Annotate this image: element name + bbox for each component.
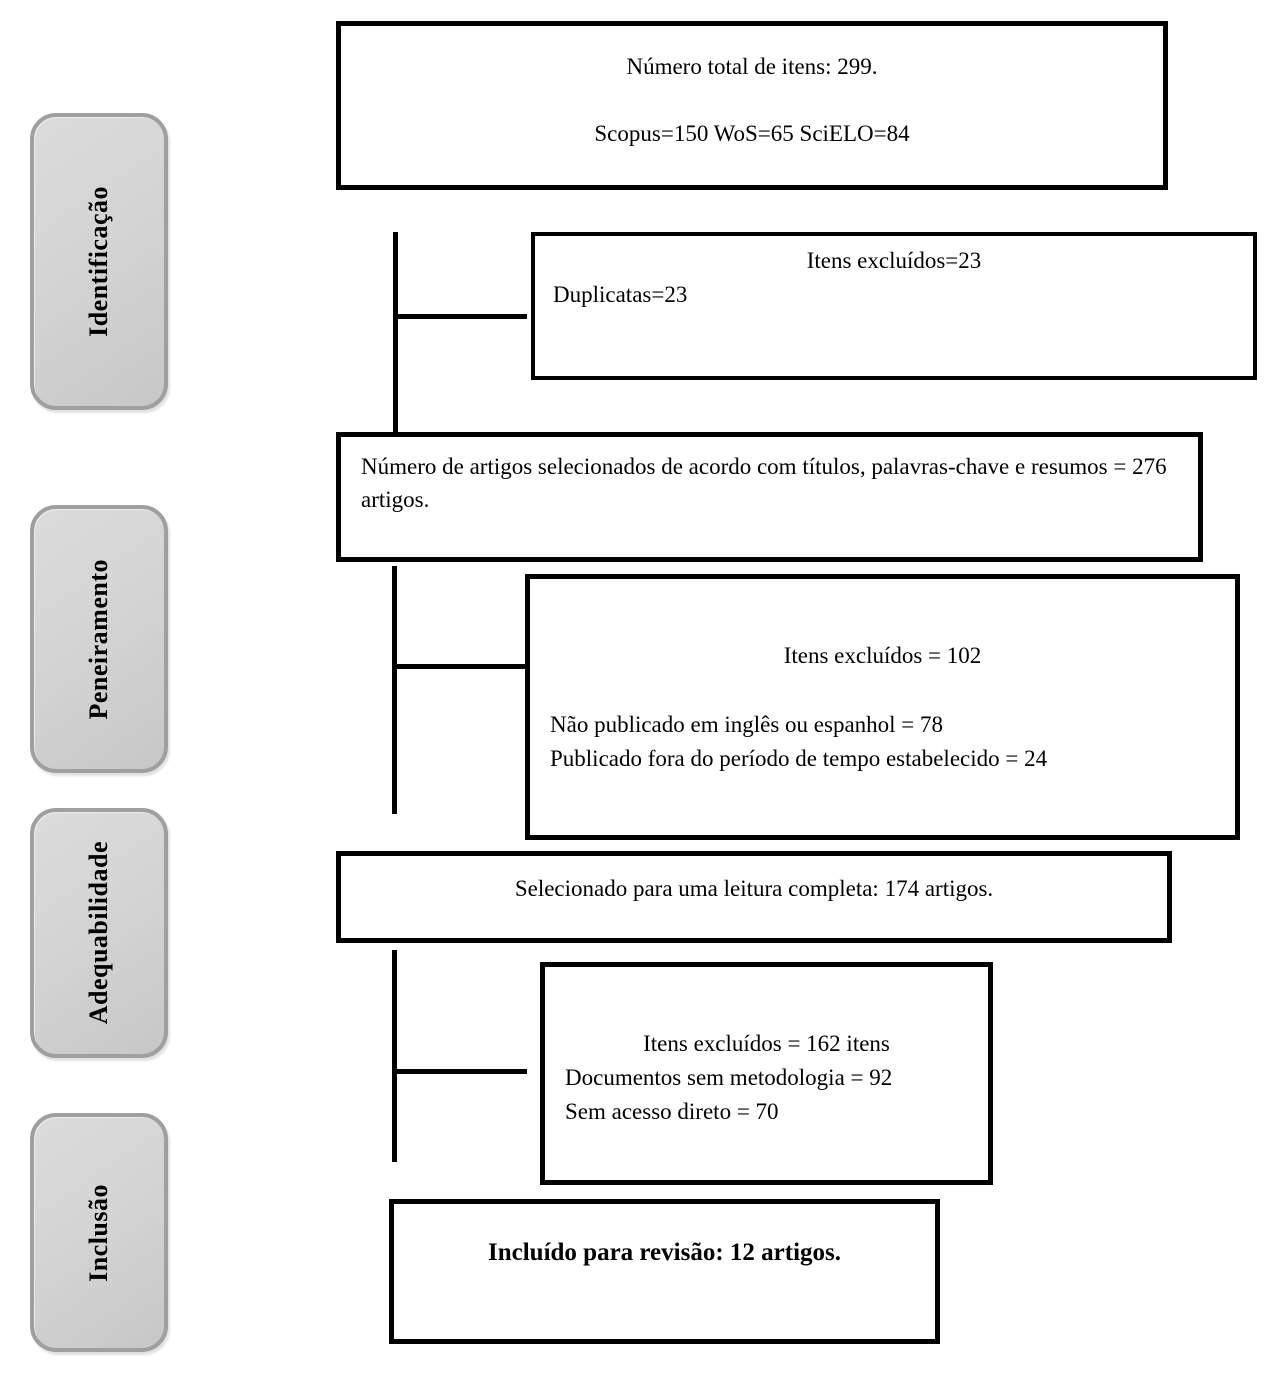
box-total-items-line1: Número total de itens: 299. [626, 54, 878, 79]
stage-adequabilidade [30, 808, 168, 1058]
box-excluded-screening-reason2: Publicado fora do período de tempo estabelecido = 24 [550, 746, 1048, 771]
box-total-items-line2: Scopus=150 WoS=65 SciELO=84 [594, 121, 910, 146]
stage-peneiramento-label: Peneiramento [84, 558, 113, 720]
stage-adequabilidade-label: Adequabilidade [84, 841, 113, 1025]
connector-horizontal-excluded-duplicates [395, 314, 527, 319]
box-excluded-eligibility [540, 962, 993, 1185]
box-excluded-screening [525, 574, 1240, 840]
stage-identificacao-label: Identificação [84, 186, 113, 337]
box-total-items [336, 21, 1168, 190]
box-excluded-duplicates [531, 232, 1257, 380]
connector-vertical-identification [393, 232, 398, 432]
stage-identificacao [30, 113, 168, 410]
box-excluded-eligibility-title: Itens excluídos = 162 itens [643, 1031, 890, 1056]
box-selected-titles [336, 432, 1203, 562]
box-full-reading-text: Selecionado para uma leitura completa: 174 artigos. [514, 876, 994, 901]
connector-vertical-screening [392, 566, 397, 814]
connector-horizontal-excluded-screening [394, 664, 525, 669]
box-included-review-text: Incluído para revisão: 12 artigos. [487, 1239, 841, 1266]
connector-vertical-eligibility [392, 950, 397, 1162]
connector-horizontal-excluded-eligibility [394, 1069, 527, 1074]
box-full-reading [336, 851, 1172, 943]
box-selected-titles-text: Número de artigos selecionados de acordo com títulos, palavras-chave e resumos = 276 artigos. [361, 454, 1167, 512]
box-included-review [389, 1199, 940, 1344]
box-excluded-screening-title: Itens excluídos = 102 [783, 643, 982, 668]
box-excluded-duplicates-title: Itens excluídos=23 [806, 248, 982, 273]
box-excluded-duplicates-reason: Duplicatas=23 [553, 282, 688, 307]
stage-inclusao-label: Inclusão [84, 1183, 113, 1282]
stage-inclusao [30, 1113, 168, 1352]
stage-peneiramento [30, 505, 168, 773]
box-excluded-eligibility-reason1: Documentos sem metodologia = 92 [565, 1065, 893, 1090]
box-excluded-eligibility-reason2: Sem acesso direto = 70 [565, 1099, 779, 1124]
box-excluded-screening-reason1: Não publicado em inglês ou espanhol = 78 [550, 712, 944, 737]
